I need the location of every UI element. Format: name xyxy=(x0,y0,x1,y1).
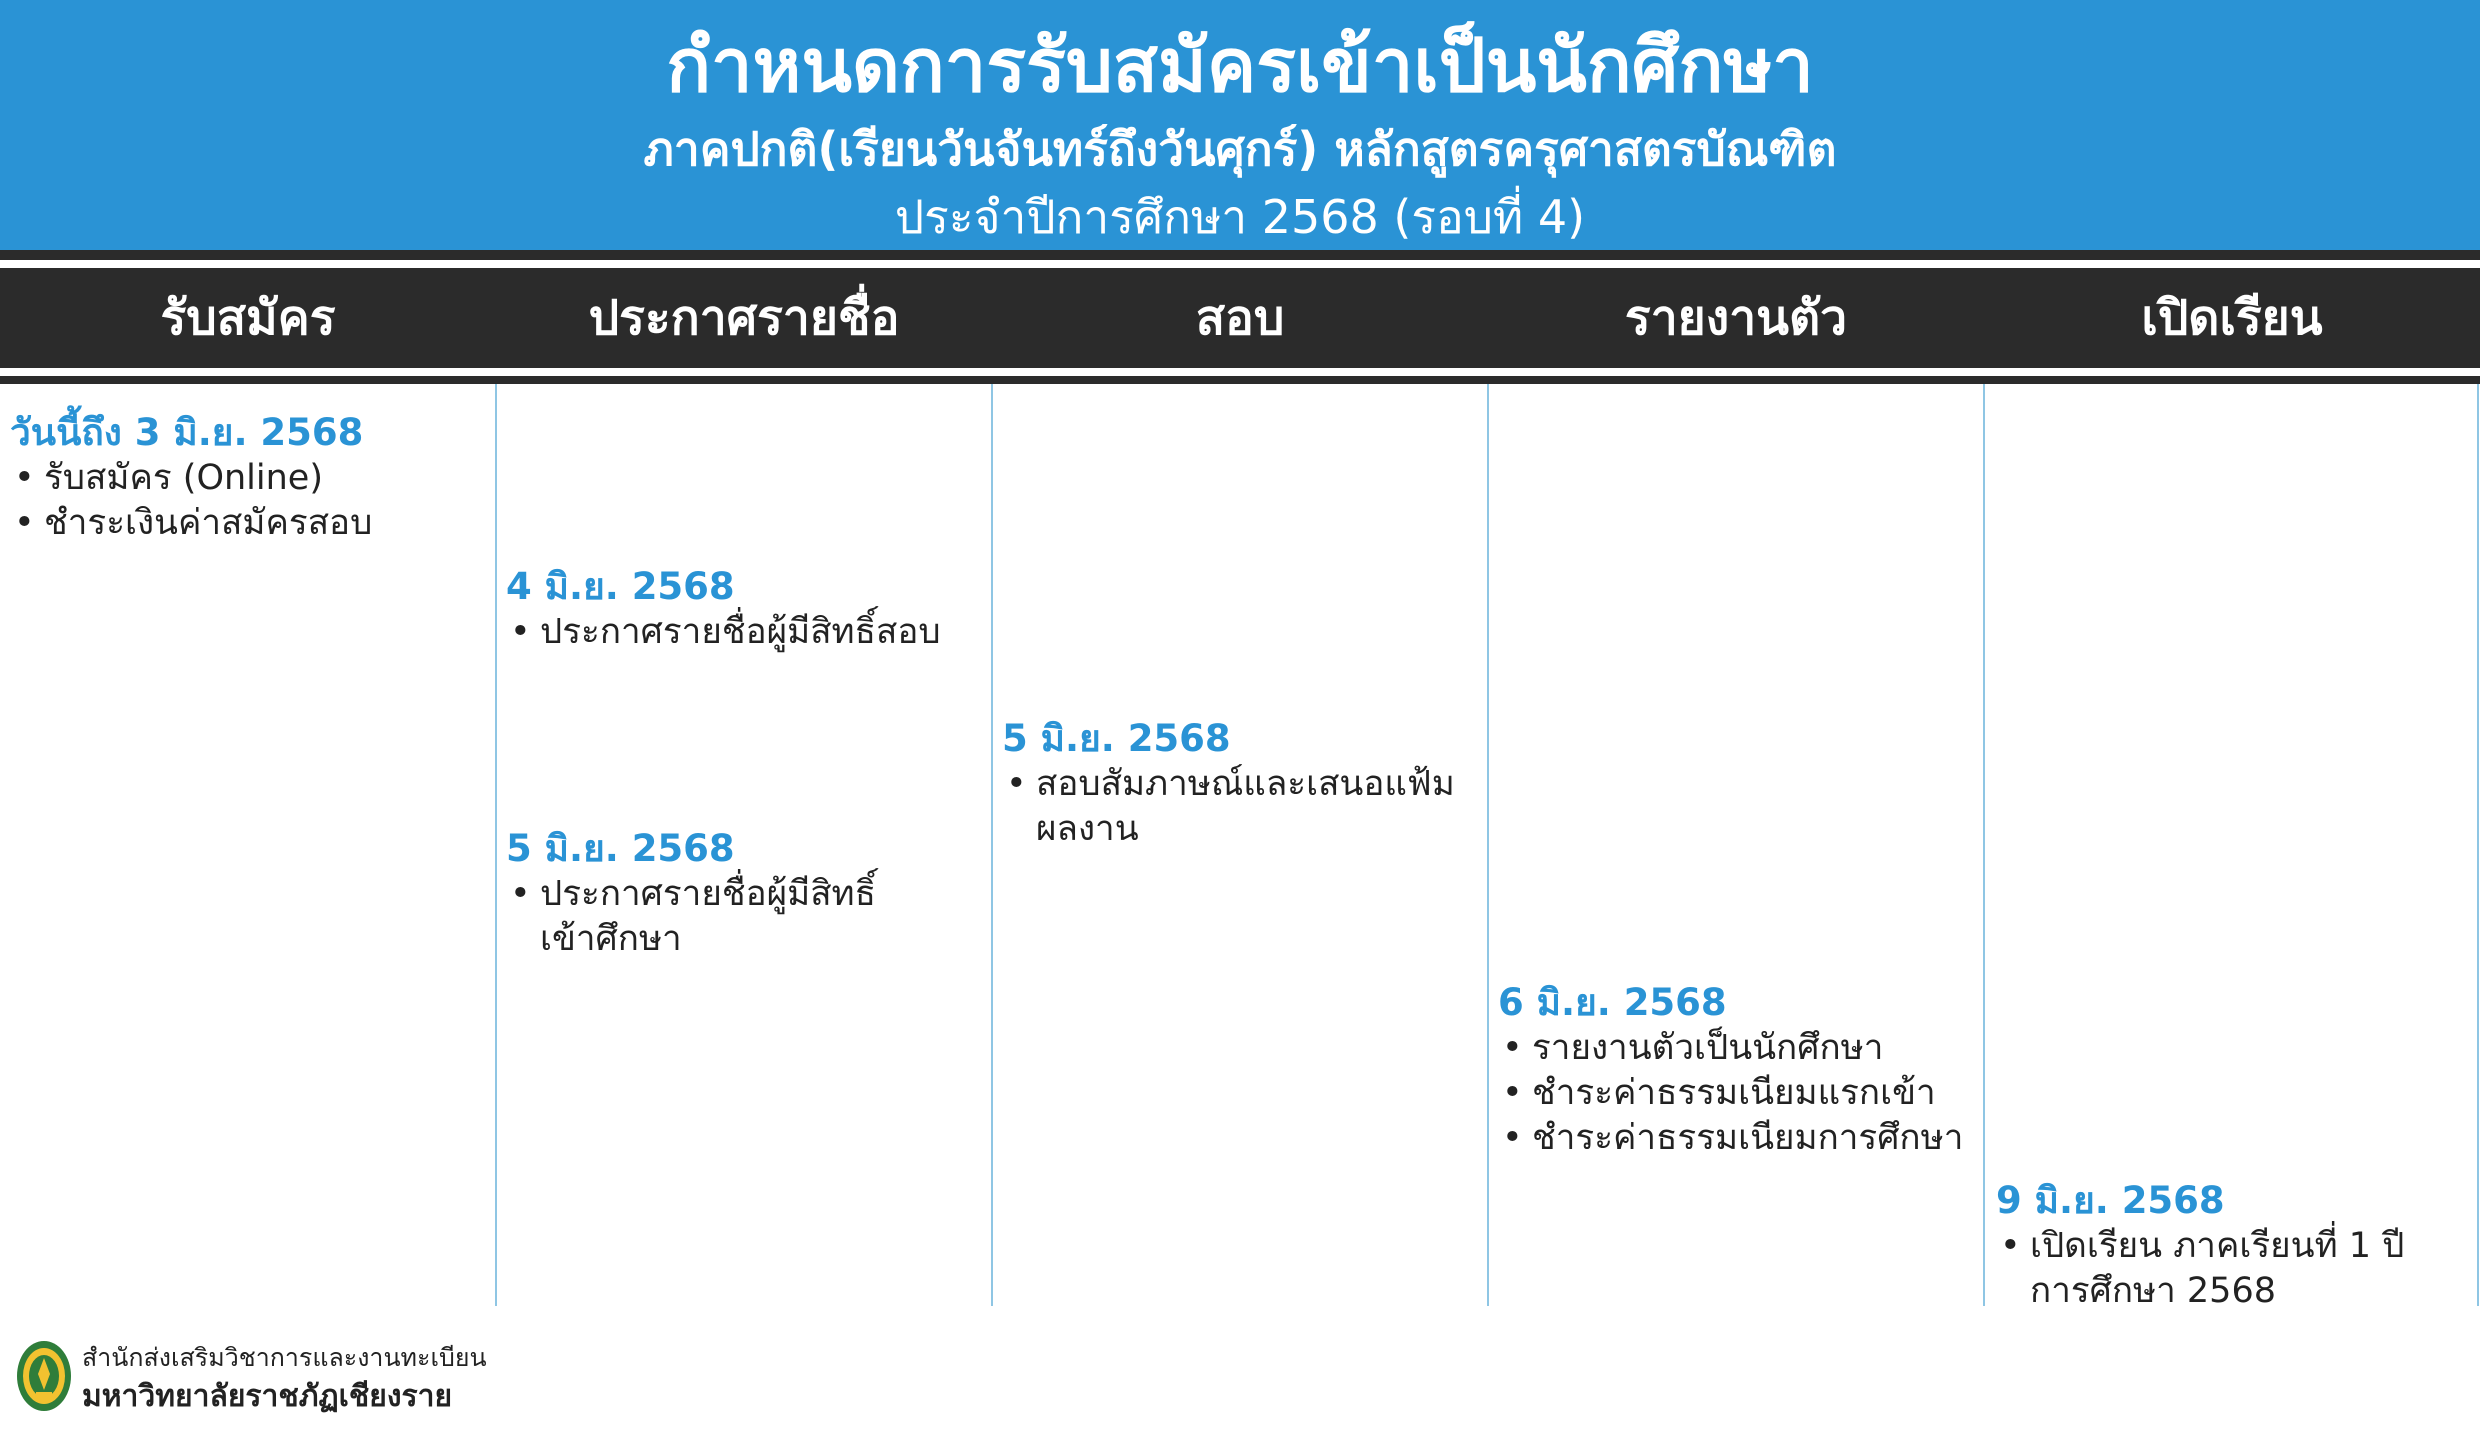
column-divider xyxy=(1487,384,1489,1306)
entry-date: 5 มิ.ย. 2568 xyxy=(506,827,735,870)
list-item: • ประกาศรายชื่อผู้มีสิทธิ์สอบ xyxy=(506,610,986,655)
academic-year-round: ประจำปีการศึกษา 2568 (รอบที่ 4) xyxy=(894,190,1586,244)
column-header-exam: สอบ xyxy=(1195,290,1285,346)
column-header-apply: รับสมัคร xyxy=(160,290,336,346)
header-banner xyxy=(0,0,2480,250)
entry-items xyxy=(506,610,986,655)
list-item: • ชำระเงินค่าสมัครสอบ xyxy=(10,501,490,546)
entry-items xyxy=(10,456,490,546)
column-header-band xyxy=(0,268,2480,368)
column-divider xyxy=(1983,384,1985,1306)
entry-items xyxy=(1498,1026,1978,1161)
university-logo-icon xyxy=(16,1340,72,1412)
entry-date: 4 มิ.ย. 2568 xyxy=(506,565,735,608)
column-header-open: เปิดเรียน xyxy=(2141,290,2323,346)
entry-items xyxy=(506,872,926,962)
column-divider xyxy=(495,384,497,1306)
entry-items xyxy=(1996,1224,2436,1314)
footer xyxy=(16,1338,616,1418)
entry-date: 9 มิ.ย. 2568 xyxy=(1996,1179,2225,1222)
list-item: • เปิดเรียน ภาคเรียนที่ 1 ปีการศึกษา 2568 xyxy=(1996,1224,2436,1314)
divider-top xyxy=(0,250,2480,260)
divider-bottom xyxy=(0,376,2480,384)
page-title: กำหนดการรับสมัครเข้าเป็นนักศึกษา xyxy=(666,23,1814,109)
entry-date: 6 มิ.ย. 2568 xyxy=(1498,981,1727,1024)
list-item: • สอบสัมภาษณ์และเสนอแฟ้มผลงาน xyxy=(1002,762,1472,852)
column-divider xyxy=(991,384,993,1306)
list-item: • ชำระค่าธรรมเนียมแรกเข้า xyxy=(1498,1071,1978,1116)
schedule-entry-announce-study xyxy=(506,826,926,962)
column-divider xyxy=(2477,384,2479,1306)
list-item: • รับสมัคร (Online) xyxy=(10,456,490,501)
entry-date: วันนี้ถึง 3 มิ.ย. 2568 xyxy=(10,411,364,454)
column-header-announce: ประกาศรายชื่อ xyxy=(588,290,900,346)
schedule-entry-report xyxy=(1498,980,1978,1161)
column-header-report: รายงานตัว xyxy=(1624,290,1848,346)
footer-university: มหาวิทยาลัยราชภัฏเชียงราย xyxy=(82,1379,453,1414)
list-item: • รายงานตัวเป็นนักศึกษา xyxy=(1498,1026,1978,1071)
page-subtitle: ภาคปกติ(เรียนวันจันทร์ถึงวันศุกร์) หลักสูตรครุศาสตรบัณฑิต xyxy=(643,122,1837,176)
schedule-entry-announce-exam xyxy=(506,564,986,655)
entry-items xyxy=(1002,762,1472,852)
footer-office: สำนักส่งเสริมวิชาการและงานทะเบียน xyxy=(82,1343,487,1372)
entry-date: 5 มิ.ย. 2568 xyxy=(1002,717,1231,760)
list-item: • ชำระค่าธรรมเนียมการศึกษา xyxy=(1498,1116,1978,1161)
list-item: • ประกาศรายชื่อผู้มีสิทธิ์ เข้าศึกษา xyxy=(506,872,926,962)
schedule-entry-exam xyxy=(1002,716,1472,852)
schedule-entry-open xyxy=(1996,1178,2436,1314)
schedule-entry-apply xyxy=(10,410,490,546)
